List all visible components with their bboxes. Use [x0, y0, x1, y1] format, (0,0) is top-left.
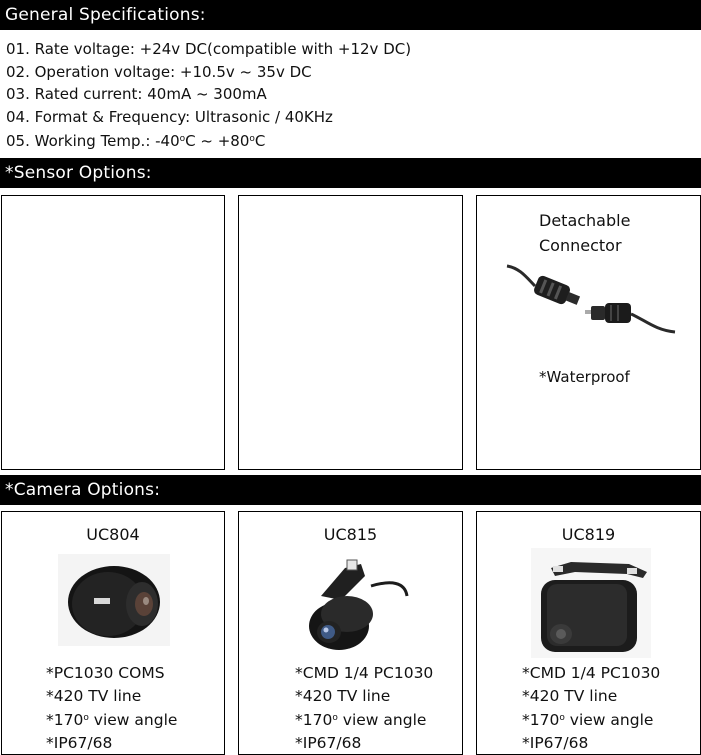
camera-spec-sensor: *PC1030 COMS	[46, 664, 165, 682]
temp-text-mid: C ~ +80	[185, 132, 250, 151]
degree-mark: o	[83, 713, 89, 723]
sensor-options-header	[0, 158, 701, 188]
camera-spec-tv-line: *420 TV line	[46, 686, 142, 705]
camera-spec-sensor: *CMD 1/4 PC1030	[295, 664, 434, 682]
camera-spec-sensor: *CMD 1/4 PC1030	[522, 664, 661, 682]
connector-title-line2: Connector	[539, 236, 622, 255]
general-specifications-title: General Specifications:	[5, 5, 206, 25]
sensor-options-title: *Sensor Options:	[5, 163, 152, 183]
camera-spec-tv-line: *420 TV line	[295, 686, 391, 705]
camera-spec-view-angle	[295, 707, 433, 732]
sensor-option-card-connector	[476, 195, 701, 470]
camera-options-header	[0, 475, 701, 505]
degree-mark: o	[559, 713, 565, 723]
connector-title-line1: Detachable	[539, 211, 631, 230]
view-angle-value: *170	[295, 711, 333, 729]
spec-item: 03. Rated current: 40mA ~ 300mA	[6, 85, 267, 104]
camera-model-name: UC819	[561, 525, 616, 544]
view-angle-value: *170	[46, 711, 84, 729]
camera-model-name: UC815	[323, 525, 378, 544]
degree-mark: o	[332, 713, 338, 723]
uc819-spec-list	[522, 662, 660, 754]
temp-text-pre: 05. Working Temp.: -40	[6, 132, 180, 151]
camera-spec-ip-rating: *IP67/68	[522, 733, 589, 752]
spec-item-working-temp	[6, 128, 411, 153]
camera-card-uc815	[238, 511, 463, 755]
connector-title	[539, 208, 630, 258]
camera-spec-ip-rating: *IP67/68	[295, 733, 362, 752]
uc815-spec-list	[295, 662, 433, 754]
view-angle-label: view angle	[337, 711, 427, 729]
view-angle-label: view angle	[564, 711, 654, 729]
degree-mark: o	[249, 134, 255, 145]
camera-spec-view-angle	[46, 707, 177, 732]
spec-item: 01. Rate voltage: +24v DC(compatible with +12v DC)	[6, 40, 412, 58]
camera-card-uc819	[476, 511, 701, 755]
spec-item: 04. Format & Frequency: Ultrasonic / 40KHz	[6, 107, 333, 126]
camera-spec-tv-line: *420 TV line	[522, 686, 618, 705]
view-angle-label: view angle	[88, 711, 178, 729]
camera-options-title: *Camera Options:	[5, 480, 161, 500]
camera-spec-view-angle	[522, 707, 660, 732]
view-angle-value: *170	[522, 711, 560, 729]
spec-item: 02. Operation voltage: +10.5v ~ 35v DC	[6, 62, 312, 81]
camera-model-name: UC804	[86, 525, 140, 544]
connector-note: *Waterproof	[539, 368, 630, 386]
degree-mark: o	[179, 134, 186, 145]
temp-text-post: C	[254, 132, 266, 151]
camera-spec-ip-rating: *IP67/68	[46, 733, 113, 752]
detachable-connector-image	[505, 258, 680, 353]
uc804-spec-list	[46, 662, 177, 754]
uc819-camera-image	[531, 548, 651, 658]
uc804-camera-image	[58, 554, 170, 646]
sensor-option-card-1	[1, 195, 225, 470]
uc815-camera-image	[301, 556, 411, 652]
general-specifications-header	[0, 0, 701, 30]
sensor-option-card-2	[238, 195, 463, 470]
camera-card-uc804	[1, 511, 225, 755]
general-specifications-list	[6, 38, 411, 153]
